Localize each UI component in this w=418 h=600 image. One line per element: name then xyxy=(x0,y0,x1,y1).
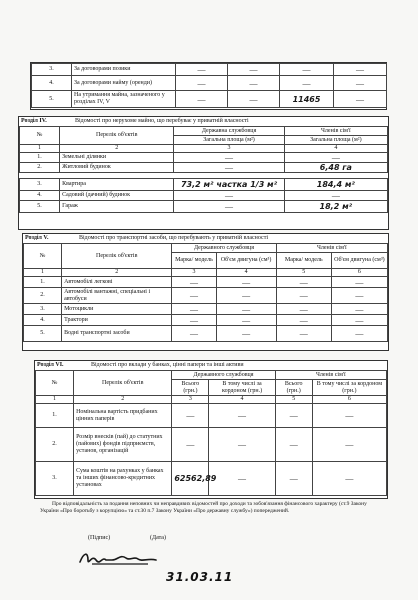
col-index: 2 xyxy=(62,269,172,277)
section-title: Відомості про транспортні засоби, що перебувають у приватній власності xyxy=(79,235,268,241)
col-number: № xyxy=(20,127,60,145)
signature xyxy=(78,548,158,575)
row-number: 3. xyxy=(36,462,74,496)
row-number: 3. xyxy=(20,179,60,191)
top-table-section xyxy=(30,62,387,110)
cell-value: — xyxy=(331,304,387,315)
row-number: 2. xyxy=(20,163,60,173)
cell-value: — xyxy=(276,277,331,288)
cell-value: — xyxy=(174,191,284,201)
row-number: 4. xyxy=(20,191,60,201)
section-iv-table xyxy=(19,126,388,213)
row-number: 4. xyxy=(24,315,62,326)
col-official: Державного службовця xyxy=(172,371,275,380)
cell-value: — xyxy=(176,91,228,108)
table-row xyxy=(20,163,388,173)
cell-value: — xyxy=(216,288,276,304)
table-row xyxy=(24,304,388,315)
col-number: № xyxy=(36,371,74,396)
col-index: 4 xyxy=(216,269,276,277)
col-family: Членів сім'ї xyxy=(275,371,386,380)
date-value: 31.03.11 xyxy=(166,570,234,584)
row-number: 1. xyxy=(20,153,60,163)
col-official: Державного службовця xyxy=(172,244,276,253)
cell-value: — xyxy=(209,462,275,496)
cell-value: — xyxy=(331,326,387,342)
sub-header: В тому числі за кордоном (грн.) xyxy=(312,380,386,396)
cell-value: — xyxy=(280,64,334,76)
row-label: За договорами найму (оренди) xyxy=(72,76,176,91)
cell-value: — xyxy=(334,76,387,91)
row-label: Автомобілі вантажні, спеціальні і автобуси xyxy=(62,288,172,304)
table-row xyxy=(32,91,387,108)
cell-value: — xyxy=(276,288,331,304)
cell-value: — xyxy=(172,315,216,326)
col-index: 1 xyxy=(36,396,74,404)
handwritten-value: 62562,89 xyxy=(172,462,209,496)
cell-value: — xyxy=(216,315,276,326)
col-index: 6 xyxy=(331,269,387,277)
col-family: Членів сім'ї xyxy=(284,127,387,136)
col-index: 3 xyxy=(174,145,284,153)
section-label: Розділ VI. xyxy=(37,362,64,368)
cell-value: — xyxy=(312,462,386,496)
section-vi-header xyxy=(35,361,387,370)
row-label: Трактори xyxy=(62,315,172,326)
col-objects: Перелік об'єктів xyxy=(60,127,174,145)
cell-value: — xyxy=(228,64,280,76)
table-row xyxy=(24,277,388,288)
table-row xyxy=(20,179,388,191)
sub-header: Загальна площа (м²) xyxy=(174,136,284,145)
handwritten-value: 6,48 га xyxy=(284,163,387,173)
col-index: 1 xyxy=(20,145,60,153)
sub-header: В тому числі за кордоном (грн.) xyxy=(209,380,275,396)
row-label: Автомобілі легкові xyxy=(62,277,172,288)
liability-statement: Про відповідальність за подання неповних чи неправдивих відомостей про доходи та зобов'язання фінансового характеру (ст.9 Закону України «Про боротьбу з корупцією» та ст.30 п.7 Закону України «Про державну службу») попереджений. xyxy=(40,501,367,514)
cell-value: — xyxy=(172,288,216,304)
cell-value: — xyxy=(331,277,387,288)
row-label: Житловий будинок xyxy=(60,163,174,173)
section-title: Відомості про вклади у банках, цінні папери та інші активи xyxy=(91,362,244,368)
cell-value: — xyxy=(312,404,386,428)
table-row xyxy=(24,288,388,304)
row-label: Сума коштів на рахунках у банках та інших фінансово-кредитних установах xyxy=(74,462,172,496)
cell-value: — xyxy=(216,277,276,288)
col-index: 5 xyxy=(276,269,331,277)
handwritten-value: 184,4 м² xyxy=(284,179,387,191)
sub-header: Всього (грн.) xyxy=(172,380,209,396)
row-label: На утримання майна, зазначеного у розділах IV, V xyxy=(72,91,176,108)
row-label: Мотоцикли xyxy=(62,304,172,315)
col-index: 6 xyxy=(312,396,386,404)
row-number: 3. xyxy=(24,304,62,315)
col-official: Державна службовця xyxy=(174,127,284,136)
col-index: 3 xyxy=(172,269,216,277)
sub-header: Загальна площа (м²) xyxy=(284,136,387,145)
col-index: 2 xyxy=(60,145,174,153)
sub-header: Марка/ модель xyxy=(276,253,331,269)
section-iv xyxy=(18,116,389,230)
col-index: 2 xyxy=(74,396,172,404)
col-objects: Перелік об'єктів xyxy=(62,244,172,269)
table-row xyxy=(24,326,388,342)
cell-value: — xyxy=(228,76,280,91)
cell-value: — xyxy=(172,277,216,288)
row-number: 3. xyxy=(32,64,72,76)
table-row xyxy=(20,153,388,163)
cell-value: — xyxy=(216,304,276,315)
cell-value: — xyxy=(209,428,275,462)
cell-value: — xyxy=(276,326,331,342)
cell-value: — xyxy=(216,326,276,342)
row-label: Гараж xyxy=(60,201,174,213)
col-objects: Перелік об'єктів xyxy=(74,371,172,396)
cell-value: — xyxy=(176,64,228,76)
cell-value: — xyxy=(284,153,387,163)
section-v xyxy=(22,233,389,351)
section-label: Розділ V. xyxy=(25,235,49,241)
table-row xyxy=(36,462,387,496)
cell-value: — xyxy=(280,76,334,91)
cell-value: — xyxy=(331,288,387,304)
col-index: 5 xyxy=(275,396,312,404)
cell-value: — xyxy=(172,304,216,315)
table-row xyxy=(36,428,387,462)
cell-value: — xyxy=(172,428,209,462)
cell-value: — xyxy=(228,91,280,108)
cell-value: — xyxy=(334,91,387,108)
cell-value: — xyxy=(331,315,387,326)
cell-value: — xyxy=(172,326,216,342)
sub-header: Об'єм двигуна (см³) xyxy=(331,253,387,269)
sub-header: Марка/ модель xyxy=(172,253,216,269)
row-label: За договорами позики xyxy=(72,64,176,76)
cell-value: — xyxy=(275,462,312,496)
table-row xyxy=(20,191,388,201)
col-index: 3 xyxy=(172,396,209,404)
row-label: Водні транспортні засоби xyxy=(62,326,172,342)
cell-value: — xyxy=(275,404,312,428)
cell-value: — xyxy=(174,153,284,163)
row-label: Квартира xyxy=(60,179,174,191)
cell-value: — xyxy=(276,304,331,315)
row-label: Земельні ділянки xyxy=(60,153,174,163)
cell-value: — xyxy=(209,404,275,428)
table-row xyxy=(32,64,387,76)
cell-value: — xyxy=(312,428,386,462)
section-title: Відомості про нерухоме майно, що перебуває у приватній власності xyxy=(75,118,249,124)
cell-value: — xyxy=(275,428,312,462)
row-number: 5. xyxy=(32,91,72,108)
table-row xyxy=(24,315,388,326)
col-family: Членів сім'ї xyxy=(276,244,387,253)
col-index: 4 xyxy=(209,396,275,404)
cell-value: — xyxy=(174,163,284,173)
row-number: 2. xyxy=(36,428,74,462)
sub-header: Об'єм двигуна (см³) xyxy=(216,253,276,269)
row-number: 5. xyxy=(20,201,60,213)
table-row xyxy=(20,201,388,213)
cell-value: — xyxy=(334,64,387,76)
signature-label: (Підпис) xyxy=(88,535,111,541)
section-iv-header xyxy=(19,117,388,126)
cell-value: — xyxy=(176,76,228,91)
section-v-header xyxy=(23,234,388,243)
row-label: Садовий (дачний) будинок xyxy=(60,191,174,201)
handwritten-value: 73,2 м² частка 1/3 м² xyxy=(174,179,284,191)
sub-header: Всього (грн.) xyxy=(275,380,312,396)
row-label: Розмір внесків (пай) до статутних (пайових) фондів підприємств, установ, організацій xyxy=(74,428,172,462)
top-table xyxy=(31,63,387,108)
row-label: Номінальна вартість придбаних цінних паперів xyxy=(74,404,172,428)
row-number: 5. xyxy=(24,326,62,342)
handwritten-value: 18,2 м² xyxy=(284,201,387,213)
cell-value: — xyxy=(172,404,209,428)
cell-value: — xyxy=(276,315,331,326)
section-vi xyxy=(34,360,388,499)
row-number: 4. xyxy=(32,76,72,91)
table-row xyxy=(32,76,387,91)
cell-value: — xyxy=(174,201,284,213)
section-vi-table xyxy=(35,370,387,496)
section-v-table xyxy=(23,243,388,342)
col-index: 1 xyxy=(24,269,62,277)
row-number: 1. xyxy=(36,404,74,428)
col-number: № xyxy=(24,244,62,269)
row-number: 1. xyxy=(24,277,62,288)
cell-value: — xyxy=(284,191,387,201)
handwritten-value: 11465 xyxy=(280,91,334,108)
date-label: (Дата) xyxy=(150,535,166,541)
col-index: 4 xyxy=(284,145,387,153)
section-label: Розділ IV. xyxy=(21,118,47,124)
table-row xyxy=(36,404,387,428)
row-number: 2. xyxy=(24,288,62,304)
